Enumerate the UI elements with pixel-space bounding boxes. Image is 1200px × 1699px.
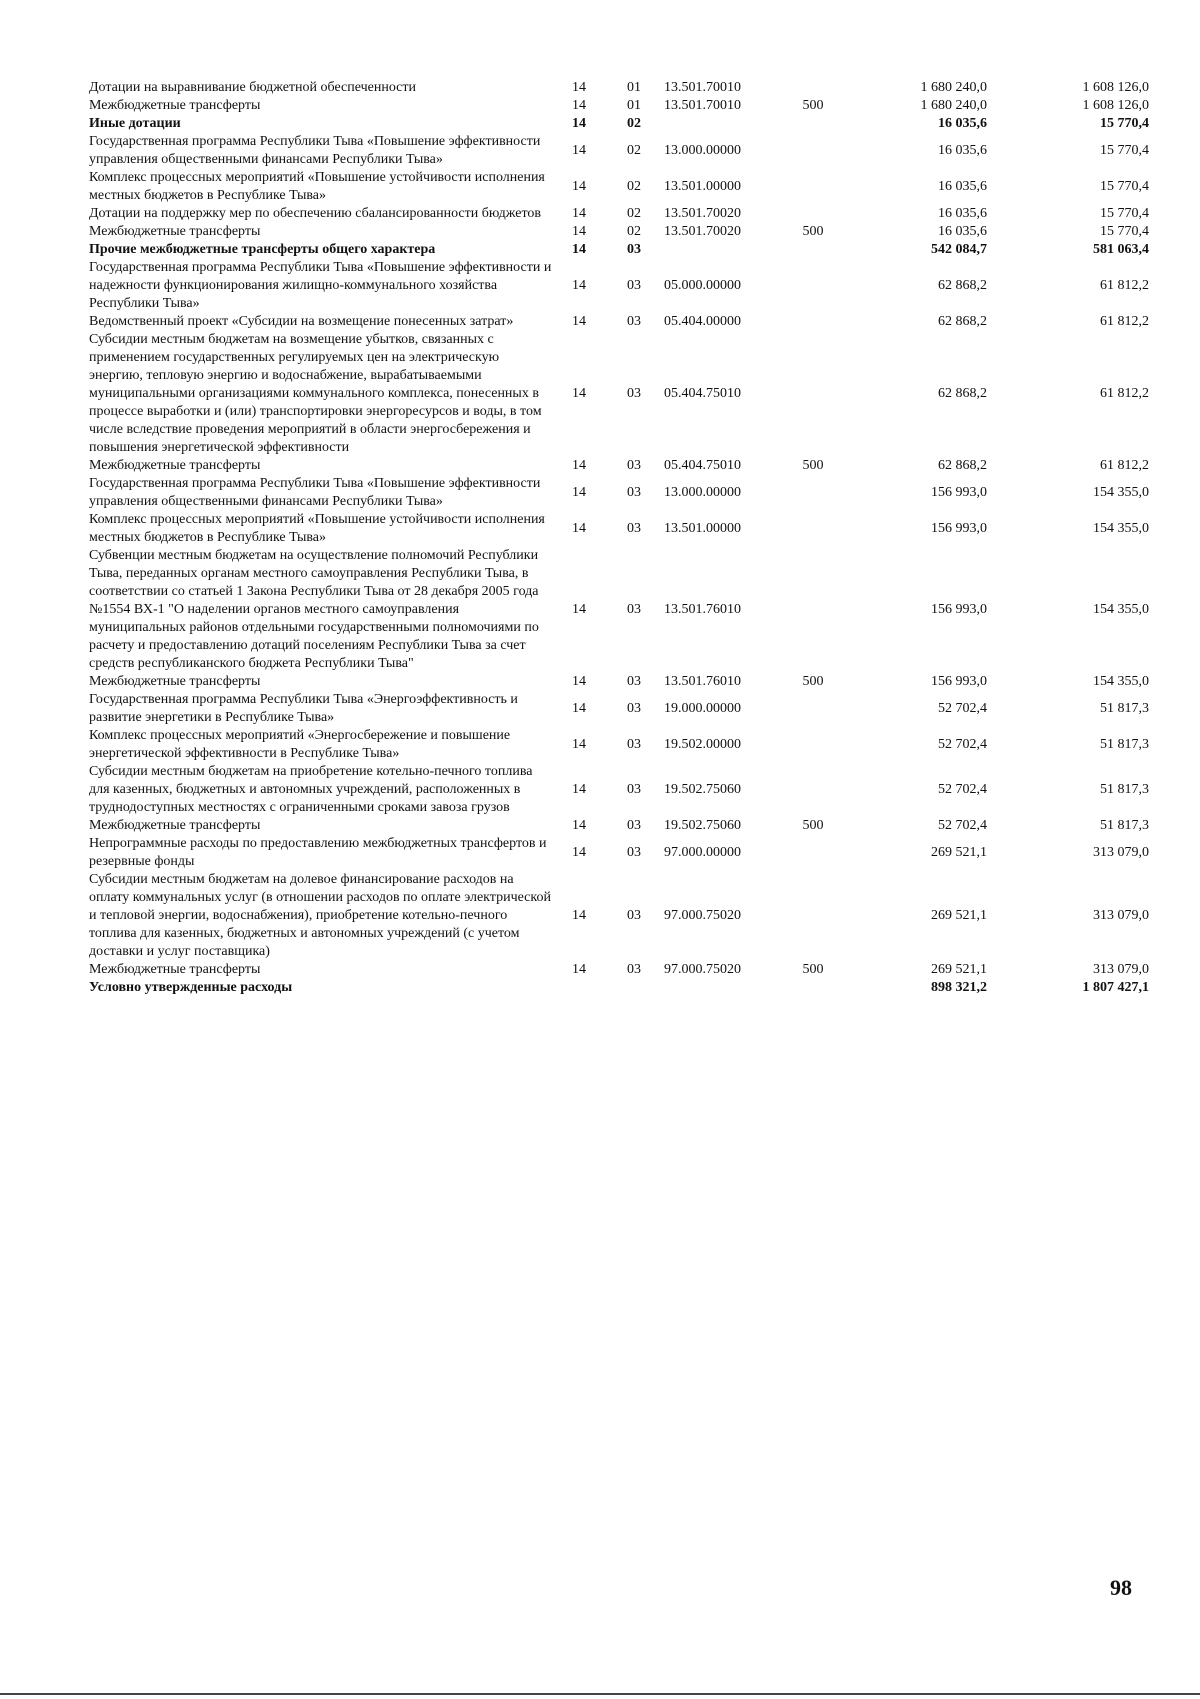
row-amount-year-2: 15 770,4 [1100, 143, 1149, 158]
row-name: Комплекс процессных мероприятий «Повышение устойчивости исполнения местных бюджетов в Республике Тыва» [89, 170, 545, 203]
row-amount-year-1: 52 702,4 [938, 818, 987, 833]
row-target-item-code: 19.502.00000 [664, 737, 741, 752]
row-expense-type-code: 500 [802, 224, 824, 239]
row-name: Субсидии местным бюджетам на возмещение убытков, связанных с применением государственных регулируемых цен на электрическую энергию, тепловую энергию и водоснабжение, вырабатываемыми муниципальными организациями коммунального комплекса, понесенных в процессе выработки и (или) транспортировки энергоресурсов и воды, в том числе вследствие проведения мероприятий в области энергосбережения и повышения энергетической эффективности [89, 332, 542, 455]
row-amount-year-2: 313 079,0 [1093, 845, 1149, 860]
row-target-item-code: 97.000.00000 [664, 845, 741, 860]
page-number: 98 [1110, 1575, 1132, 1600]
row-name: Государственная программа Республики Тыва «Повышение эффективности управления общественными финансами Республики Тыва» [89, 134, 541, 167]
row-section-code: 14 [572, 386, 586, 401]
row-name: Государственная программа Республики Тыва «Энергоэффективность и развитие энергетики в Республике Тыва» [89, 692, 518, 725]
row-name: Субсидии местным бюджетам на долевое финансирование расходов на оплату коммунальных услуг (в отношении расходов по оплате электрической и тепловой энергии, водоснабжения), приобретение котельно-печного топлива для казенных, бюджетных и автономных учреждений (с учетом доставки и услуг поставщика) [89, 872, 551, 959]
row-section-code: 14 [572, 737, 586, 752]
row-name: Субвенции местным бюджетам на осуществление полномочий Республики Тыва, переданных органам местного самоуправления Республики Тыва, в соответствии со статьей 1 Закона Республики Тыва от 28 декабря 2005 года №1554 ВХ-1 "О наделении органов местного самоуправления муниципальных районов отдельными государственными полномочиями по расчету и предоставлению дотаций поселениям Республики Тыва за счет средств республиканского бюджета Республики Тыва" [89, 548, 539, 671]
row-amount-year-2: 51 817,3 [1100, 782, 1149, 797]
row-name: Государственная программа Республики Тыва «Повышение эффективности управления общественными финансами Республики Тыва» [89, 476, 541, 509]
row-amount-year-2: 15 770,4 [1100, 224, 1149, 239]
row-amount-year-1: 52 702,4 [938, 737, 987, 752]
row-subsection-code: 03 [627, 602, 641, 617]
row-amount-year-2: 51 817,3 [1100, 701, 1149, 716]
row-target-item-code: 97.000.75020 [664, 962, 741, 977]
row-subsection-code: 03 [627, 818, 641, 833]
row-expense-type-code [782, 115, 844, 133]
row-expense-type-code [782, 259, 844, 313]
row-amount-year-1: 269 521,1 [931, 908, 987, 923]
row-name: Субсидии местным бюджетам на приобретение котельно-печного топлива для казенных, бюджетных и автономных учреждений, расположенных в труднодоступных местностях с ограниченными сроками завоза грузов [89, 764, 533, 815]
row-section-code: 14 [572, 80, 586, 95]
row-section-code: 14 [572, 458, 586, 473]
row-expense-type-code [782, 763, 844, 817]
row-expense-type-code [782, 871, 844, 961]
row-target-item-code [664, 241, 782, 259]
budget-table [89, 79, 1149, 997]
row-amount-year-2: 313 079,0 [1093, 962, 1149, 977]
row-amount-year-2: 15 770,4 [1100, 179, 1149, 194]
row-expense-type-code [782, 691, 844, 727]
row-amount-year-1: 156 993,0 [931, 521, 987, 536]
row-expense-type-code: 500 [802, 458, 824, 473]
row-amount-year-2: 1 807 427,1 [1082, 980, 1149, 995]
row-amount-year-1: 62 868,2 [938, 386, 987, 401]
row-expense-type-code [782, 133, 844, 169]
row-target-item-code: 13.501.00000 [664, 179, 741, 194]
row-target-item-code: 13.501.70010 [664, 98, 741, 113]
table-row [89, 313, 1149, 331]
table-row [89, 475, 1149, 511]
row-name: Ведомственный проект «Субсидии на возмещение понесенных затрат» [89, 314, 514, 329]
row-section-code: 14 [572, 962, 586, 977]
row-expense-type-code [782, 547, 844, 673]
row-target-item-code [664, 115, 782, 133]
row-amount-year-1: 62 868,2 [938, 458, 987, 473]
row-subsection-code: 02 [627, 143, 641, 158]
row-target-item-code: 05.404.75010 [664, 458, 741, 473]
budget-sheet [89, 79, 1149, 997]
row-section-code: 14 [572, 143, 586, 158]
row-amount-year-1: 62 868,2 [938, 314, 987, 329]
row-amount-year-2: 61 812,2 [1100, 278, 1149, 293]
row-expense-type-code [782, 511, 844, 547]
row-subsection-code [604, 979, 664, 997]
row-target-item-code: 13.501.00000 [664, 521, 741, 536]
row-amount-year-1: 52 702,4 [938, 701, 987, 716]
row-target-item-code: 13.501.70010 [664, 80, 741, 95]
row-name: Условно утвержденные расходы [89, 980, 293, 995]
table-row [89, 133, 1149, 169]
row-section-code: 14 [572, 701, 586, 716]
row-subsection-code: 03 [627, 242, 641, 257]
table-row [89, 241, 1149, 259]
row-section-code: 14 [572, 818, 586, 833]
row-section-code: 14 [572, 485, 586, 500]
row-name: Межбюджетные трансферты [89, 458, 261, 473]
row-target-item-code: 13.000.00000 [664, 485, 741, 500]
row-amount-year-2: 61 812,2 [1100, 314, 1149, 329]
table-row [89, 835, 1149, 871]
row-target-item-code: 13.501.76010 [664, 674, 741, 689]
bottom-rule [0, 1693, 1200, 1695]
row-section-code: 14 [572, 521, 586, 536]
row-section-code: 14 [572, 782, 586, 797]
row-amount-year-1: 156 993,0 [931, 485, 987, 500]
row-amount-year-2: 51 817,3 [1100, 818, 1149, 833]
row-subsection-code: 02 [627, 116, 641, 131]
row-target-item-code: 97.000.75020 [664, 908, 741, 923]
row-section-code: 14 [572, 98, 586, 113]
table-row [89, 547, 1149, 673]
row-target-item-code: 13.000.00000 [664, 143, 741, 158]
table-row [89, 763, 1149, 817]
row-target-item-code: 19.000.00000 [664, 701, 741, 716]
row-expense-type-code [782, 169, 844, 205]
table-row [89, 511, 1149, 547]
row-amount-year-2: 154 355,0 [1093, 674, 1149, 689]
row-subsection-code: 03 [627, 962, 641, 977]
row-subsection-code: 03 [627, 737, 641, 752]
row-expense-type-code: 500 [802, 98, 824, 113]
row-section-code: 14 [572, 242, 586, 257]
row-section-code: 14 [572, 908, 586, 923]
table-row [89, 169, 1149, 205]
row-name: Комплекс процессных мероприятий «Энергосбережение и повышение энергетической эффективности в Республике Тыва» [89, 728, 511, 761]
row-section-code: 14 [572, 116, 586, 131]
row-subsection-code: 03 [627, 278, 641, 293]
row-subsection-code: 03 [627, 845, 641, 860]
table-row [89, 727, 1149, 763]
table-row [89, 259, 1149, 313]
row-amount-year-1: 16 035,6 [938, 116, 987, 131]
row-target-item-code: 19.502.75060 [664, 818, 741, 833]
row-subsection-code: 03 [627, 386, 641, 401]
row-amount-year-2: 154 355,0 [1093, 485, 1149, 500]
row-expense-type-code [782, 727, 844, 763]
row-name: Непрограммные расходы по предоставлению межбюджетных трансфертов и резервные фонды [89, 836, 547, 869]
row-name: Межбюджетные трансферты [89, 98, 261, 113]
budget-table-body [89, 79, 1149, 997]
row-amount-year-2: 15 770,4 [1100, 116, 1149, 131]
row-name: Межбюджетные трансферты [89, 962, 261, 977]
row-subsection-code: 03 [627, 908, 641, 923]
row-subsection-code: 03 [627, 782, 641, 797]
row-name: Дотации на выравнивание бюджетной обеспеченности [89, 80, 416, 95]
row-name: Прочие межбюджетные трансферты общего характера [89, 242, 436, 257]
row-subsection-code: 02 [627, 206, 641, 221]
row-expense-type-code [782, 79, 844, 97]
row-name: Иные дотации [89, 116, 181, 131]
row-expense-type-code [782, 979, 844, 997]
row-target-item-code: 13.501.70020 [664, 206, 741, 221]
row-subsection-code: 01 [627, 80, 641, 95]
row-amount-year-2: 15 770,4 [1100, 206, 1149, 221]
row-name: Дотации на поддержку мер по обеспечению сбалансированности бюджетов [89, 206, 541, 221]
row-section-code [554, 979, 604, 997]
row-name: Межбюджетные трансферты [89, 224, 261, 239]
row-target-item-code: 13.501.76010 [664, 602, 741, 617]
row-target-item-code [664, 979, 782, 997]
row-section-code: 14 [572, 278, 586, 293]
table-row [89, 205, 1149, 223]
row-subsection-code: 02 [627, 224, 641, 239]
table-row [89, 115, 1149, 133]
row-subsection-code: 03 [627, 701, 641, 716]
row-amount-year-2: 1 608 126,0 [1082, 80, 1149, 95]
row-amount-year-1: 62 868,2 [938, 278, 987, 293]
row-amount-year-2: 581 063,4 [1093, 242, 1149, 257]
row-amount-year-2: 313 079,0 [1093, 908, 1149, 923]
table-row [89, 871, 1149, 961]
row-amount-year-1: 1 680 240,0 [920, 98, 987, 113]
row-amount-year-2: 61 812,2 [1100, 386, 1149, 401]
table-row [89, 79, 1149, 97]
row-subsection-code: 03 [627, 521, 641, 536]
row-target-item-code: 05.404.75010 [664, 386, 741, 401]
row-section-code: 14 [572, 314, 586, 329]
row-amount-year-1: 269 521,1 [931, 845, 987, 860]
row-amount-year-2: 61 812,2 [1100, 458, 1149, 473]
row-name: Межбюджетные трансферты [89, 674, 261, 689]
table-row [89, 223, 1149, 241]
row-target-item-code: 19.502.75060 [664, 782, 741, 797]
row-amount-year-1: 16 035,6 [938, 143, 987, 158]
row-amount-year-1: 16 035,6 [938, 179, 987, 194]
row-amount-year-2: 154 355,0 [1093, 602, 1149, 617]
row-amount-year-1: 16 035,6 [938, 206, 987, 221]
row-amount-year-1: 1 680 240,0 [920, 80, 987, 95]
row-amount-year-1: 16 035,6 [938, 224, 987, 239]
table-row [89, 817, 1149, 835]
row-name: Государственная программа Республики Тыва «Повышение эффективности и надежности функционирования жилищно-коммунального хозяйства Республики Тыва» [89, 260, 552, 311]
row-expense-type-code [782, 835, 844, 871]
row-subsection-code: 03 [627, 485, 641, 500]
row-amount-year-2: 51 817,3 [1100, 737, 1149, 752]
row-expense-type-code: 500 [802, 962, 824, 977]
row-section-code: 14 [572, 179, 586, 194]
table-row [89, 961, 1149, 979]
row-expense-type-code [782, 241, 844, 259]
row-amount-year-2: 1 608 126,0 [1082, 98, 1149, 113]
row-expense-type-code [782, 205, 844, 223]
row-subsection-code: 02 [627, 179, 641, 194]
row-amount-year-1: 156 993,0 [931, 602, 987, 617]
row-amount-year-1: 542 084,7 [931, 242, 987, 257]
row-amount-year-1: 156 993,0 [931, 674, 987, 689]
row-amount-year-1: 898 321,2 [931, 980, 987, 995]
row-amount-year-1: 269 521,1 [931, 962, 987, 977]
row-name: Комплекс процессных мероприятий «Повышение устойчивости исполнения местных бюджетов в Республике Тыва» [89, 512, 545, 545]
row-section-code: 14 [572, 206, 586, 221]
row-subsection-code: 01 [627, 98, 641, 113]
table-row [89, 979, 1149, 997]
row-target-item-code: 05.000.00000 [664, 278, 741, 293]
row-expense-type-code [782, 313, 844, 331]
row-subsection-code: 03 [627, 458, 641, 473]
table-row [89, 331, 1149, 457]
row-expense-type-code [782, 475, 844, 511]
row-amount-year-2: 154 355,0 [1093, 521, 1149, 536]
table-row [89, 691, 1149, 727]
row-amount-year-1: 52 702,4 [938, 782, 987, 797]
table-row [89, 457, 1149, 475]
row-section-code: 14 [572, 602, 586, 617]
table-row [89, 673, 1149, 691]
table-row [89, 97, 1149, 115]
row-expense-type-code [782, 331, 844, 457]
row-section-code: 14 [572, 224, 586, 239]
row-section-code: 14 [572, 845, 586, 860]
row-expense-type-code: 500 [802, 818, 824, 833]
row-section-code: 14 [572, 674, 586, 689]
row-subsection-code: 03 [627, 674, 641, 689]
row-target-item-code: 05.404.00000 [664, 314, 741, 329]
row-target-item-code: 13.501.70020 [664, 224, 741, 239]
row-subsection-code: 03 [627, 314, 641, 329]
row-expense-type-code: 500 [802, 674, 824, 689]
row-name: Межбюджетные трансферты [89, 818, 261, 833]
